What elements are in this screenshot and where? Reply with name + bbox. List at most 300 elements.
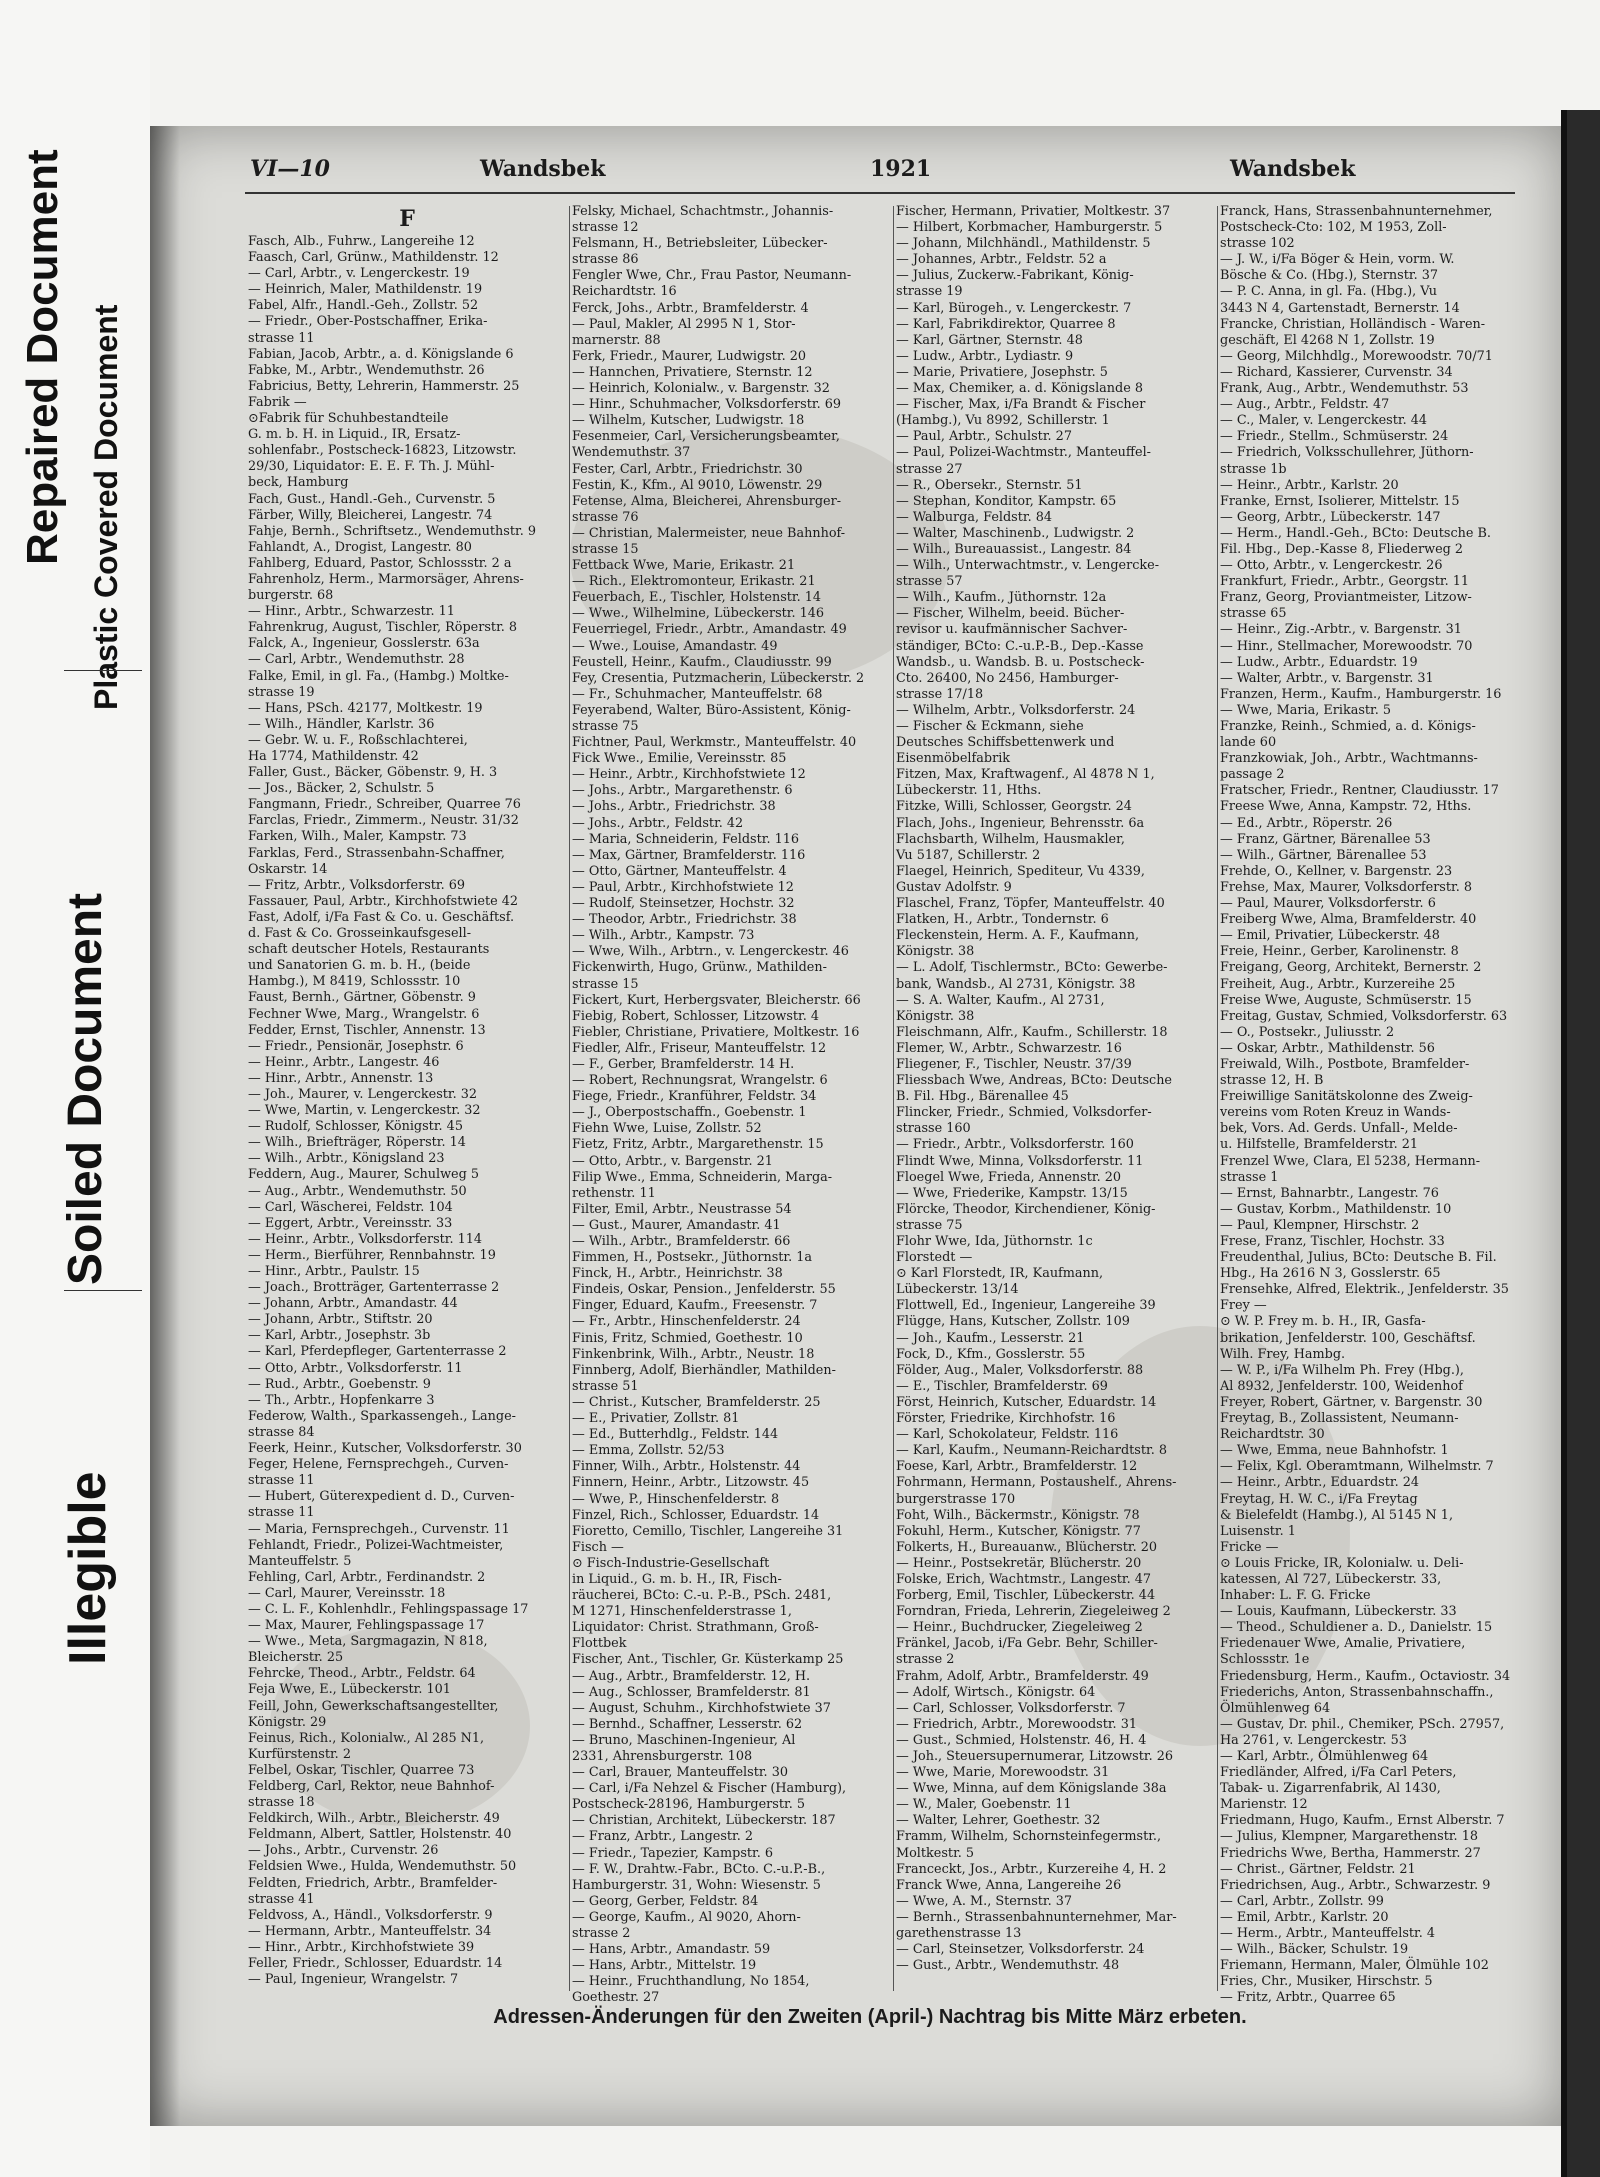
directory-entry-line: — Otto, Arbtr., v. Bargenstr. 21 [572, 1153, 773, 1169]
directory-entry-line: — August, Schuhm., Kirchhofstwiete 37 [572, 1700, 831, 1716]
directory-entry-line: Hamburgerstr. 31, Wohn: Wiesenstr. 5 [572, 1877, 821, 1893]
directory-entry-line: Frehde, O., Kellner, v. Bargenstr. 23 [1220, 863, 1453, 879]
directory-entry-line: — Heinr., Fruchthandlung, No 1854, [572, 1974, 810, 1990]
directory-entry-line: Fricke — [1220, 1539, 1279, 1555]
directory-entry-line: Frank, Aug., Arbtr., Wendemuthstr. 53 [1220, 381, 1469, 397]
directory-entry-line: — Wilh., Händler, Karlstr. 36 [248, 716, 435, 732]
directory-entry-line: strasse 11 [248, 330, 315, 346]
directory-entry-line: — Wwe, A. M., Sternstr. 37 [896, 1893, 1073, 1909]
directory-entry-line: — J., Oberpostschaffn., Goebenstr. 1 [572, 1105, 807, 1121]
directory-entry-line: strasse 1 [1220, 1169, 1279, 1185]
directory-entry-line: — Maria, Schneiderin, Feldstr. 116 [572, 831, 800, 847]
directory-entry-line: — Heinrich, Kolonialw., v. Bargenstr. 32 [572, 381, 830, 397]
directory-entry-line: Fickenwirth, Hugo, Grünw., Mathilden- [572, 960, 827, 976]
directory-entry-line: revisor u. kaufmännischer Sachver- [896, 622, 1128, 638]
directory-entry-line: Fehling, Carl, Arbtr., Ferdinandstr. 2 [248, 1569, 486, 1585]
directory-entry-line: — Walburga, Feldstr. 84 [896, 509, 1053, 525]
directory-entry-line: — Carl, i/Fa Nehzel & Fischer (Hamburg), [572, 1781, 847, 1797]
directory-entry-line: — R., Obersekr., Sternstr. 51 [896, 477, 1083, 493]
directory-entry-line: Cto. 26400, No 2456, Hamburger- [896, 670, 1119, 686]
directory-entry-line: Farclas, Friedr., Zimmerm., Neustr. 31/32 [248, 813, 519, 829]
header-city-right: Wandsbek [1230, 156, 1356, 182]
directory-entry-line: Feill, John, Gewerkschaftsangestellter, [248, 1698, 499, 1714]
directory-entry-line: — Jos., Bäcker, 2, Schulstr. 5 [248, 781, 435, 797]
directory-entry-line: 29/30, Liquidator: E. E. F. Th. J. Mühl- [248, 459, 495, 475]
directory-entry-line: Feldkirch, Wilh., Arbtr., Bleicherstr. 49 [248, 1811, 500, 1827]
directory-entry-line: — Aug., Schlosser, Bramfelderstr. 81 [572, 1684, 811, 1700]
directory-entry-line: Fach, Gust., Handl.-Geh., Curvenstr. 5 [248, 491, 496, 507]
directory-entry-line: — Herm., Arbtr., Manteuffelstr. 4 [1220, 1926, 1436, 1942]
directory-entry-line: Fesenmeier, Carl, Versicherungsbeamter, [572, 429, 840, 445]
directory-entry-line: Friedrichs Wwe, Bertha, Hammerstr. 27 [1220, 1845, 1481, 1861]
directory-entry-line: vereins vom Roten Kreuz in Wands- [1220, 1105, 1451, 1121]
directory-entry-line: — C., Maler, v. Lengerckestr. 44 [1220, 413, 1428, 429]
directory-entry-line: Fedder, Ernst, Tischler, Annenstr. 13 [248, 1022, 486, 1038]
directory-entry-line: — Christ., Kutscher, Bramfelderstr. 25 [572, 1394, 821, 1410]
directory-entry-line: strasse 2 [572, 1926, 631, 1942]
directory-entry-line: Franzke, Reinh., Schmied, a. d. Königs- [1220, 719, 1476, 734]
directory-entry-line: Fischer, Ant., Tischler, Gr. Küsterkamp 25 [572, 1652, 844, 1668]
label-soiled-document: Soiled Document [59, 892, 112, 1285]
directory-entry-line: — Friedr., Ober-Postschaffner, Erika- [248, 314, 488, 330]
directory-entry-line: — George, Kaufm., Al 9020, Ahorn- [572, 1909, 801, 1925]
directory-entry-line: — Wilhelm, Kutscher, Ludwigstr. 18 [572, 413, 805, 429]
directory-entry-line: — Wilh., Bureauassist., Langestr. 84 [896, 541, 1132, 557]
directory-entry-line: Frankfurt, Friedr., Arbtr., Georgstr. 11 [1220, 574, 1470, 590]
directory-entry-line: sohlenfabr., Postscheck-16823, Litzowstr. [248, 443, 517, 459]
directory-entry-line: Fohrmann, Hermann, Postaushelf., Ahrens- [896, 1475, 1177, 1491]
directory-entry-line: Franzen, Herm., Kaufm., Hamburgerstr. 16 [1220, 686, 1502, 702]
directory-entry-line: Frehse, Max, Maurer, Volksdorferstr. 8 [1220, 879, 1473, 895]
directory-entry-line: — Otto, Arbtr., Volksdorferstr. 11 [248, 1360, 463, 1376]
directory-entry-line: Fliessbach Wwe, Andreas, BCto: Deutsche [896, 1073, 1173, 1089]
directory-entry-line: — E., Tischler, Bramfelderstr. 69 [896, 1378, 1108, 1394]
directory-entry-line: — Rich., Elektromonteur, Erikastr. 21 [572, 574, 816, 590]
directory-entry-line: Fickert, Kurt, Herbergsvater, Bleicherstr. 66 [572, 992, 861, 1008]
directory-entry-line: Fahrenholz, Herm., Marmorsäger, Ahrens- [248, 571, 524, 587]
directory-entry-line: — Gebr. W. u. F., Roßschlachterei, [248, 732, 468, 748]
directory-entry-line: — Richard, Kassierer, Curvenstr. 34 [1220, 364, 1453, 380]
directory-entry-line: — Felix, Kgl. Oberamtmann, Wilhelmstr. 7 [1220, 1459, 1494, 1475]
directory-entry-line: — Walter, Arbtr., v. Bargenstr. 31 [1220, 670, 1434, 686]
directory-entry-line: — Friedr., Stellm., Schmüserstr. 24 [1220, 429, 1449, 445]
directory-entry-line: — Joh., Steuersupernumerar, Litzowstr. 26 [896, 1749, 1174, 1764]
footer-notice: Adressen-Änderungen für den Zweiten (April-) Nachtrag bis Mitte März erbeten. [493, 2006, 1247, 2028]
directory-entry-line: Flincker, Friedr., Schmied, Volksdorfer- [896, 1105, 1152, 1121]
directory-entry-line: Filter, Emil, Arbtr., Neustrasse 54 [572, 1201, 792, 1217]
directory-entry-line: Foht, Wilh., Bäckermstr., Königstr. 78 [896, 1507, 1140, 1523]
directory-entry-line: Fahrenkrug, August, Tischler, Röperstr. 8 [248, 620, 518, 636]
directory-entry-line: Reichardtstr. 30 [1220, 1427, 1325, 1443]
directory-entry-line: — Joach., Brotträger, Gartenterrasse 2 [248, 1280, 500, 1296]
directory-entry-line: Königstr. 29 [248, 1714, 327, 1730]
directory-entry-line: — Johannes, Arbtr., Feldstr. 52 a [896, 252, 1107, 268]
directory-entry-line: strasse 57 [896, 574, 963, 590]
directory-entry-line: Franke, Ernst, Isolierer, Mittelstr. 15 [1220, 493, 1460, 509]
directory-entry-line: Freudenthal, Julius, BCto: Deutsche B. Fil. [1220, 1250, 1497, 1266]
directory-entry-line: — Heinr., Arbtr., Langestr. 46 [248, 1054, 440, 1070]
directory-entry-line: — Wwe, Minna, auf dem Königslande 38a [896, 1781, 1167, 1797]
directory-entry-line: bank, Wandsb., Al 2731, Königstr. 38 [896, 976, 1136, 992]
directory-entry-line: — Emil, Arbtr., Karlstr. 20 [1220, 1909, 1389, 1925]
directory-entry-line: Freiwald, Wilh., Postbote, Bramfelder- [1220, 1056, 1470, 1072]
directory-entry-line: Finkenbrink, Wilh., Arbtr., Neustr. 18 [572, 1346, 815, 1362]
directory-entry-line: Francke, Christian, Holländisch - Waren- [1220, 316, 1486, 332]
directory-entry-line: — Ernst, Bahnarbtr., Langestr. 76 [1220, 1185, 1439, 1201]
directory-entry-line: — Ludw., Arbtr., Eduardstr. 19 [1220, 654, 1418, 670]
directory-entry-line: Finck, H., Arbtr., Heinrichstr. 38 [572, 1266, 783, 1282]
directory-entry-line: — Stephan, Konditor, Kampstr. 65 [896, 493, 1117, 509]
directory-entry-line: — Heinr., Arbtr., Eduardstr. 24 [1220, 1475, 1420, 1491]
directory-entry-line: Königstr. 38 [896, 1008, 975, 1024]
directory-entry-line: Frese, Franz, Tischler, Hochstr. 33 [1220, 1234, 1445, 1249]
directory-entry-line: — Paul, Maurer, Volksdorferstr. 6 [1220, 896, 1436, 912]
directory-entry-line: Fitzke, Willi, Schlosser, Georgstr. 24 [896, 799, 1132, 815]
directory-entry-line: — Georg, Gerber, Feldstr. 84 [572, 1893, 759, 1909]
directory-entry-line: ⊙ Fisch-Industrie-Gesellschaft [572, 1555, 770, 1571]
directory-entry-line: Farklas, Ferd., Strassenbahn-Schaffner, [248, 845, 505, 861]
directory-entry-line: — Wilh., Arbtr., Kampstr. 73 [572, 928, 755, 944]
directory-entry-line: Fiege, Friedr., Kranführer, Feldstr. 34 [572, 1089, 817, 1105]
directory-entry-line: Wendemuthstr. 37 [572, 445, 691, 461]
directory-entry-line: ⊙ W. P. Frey m. b. H., IR, Gasfa- [1220, 1314, 1426, 1330]
directory-entry-line: Fehlandt, Friedr., Polizei-Wachtmeister, [248, 1537, 504, 1553]
directory-entry-line: — Karl, Kaufm., Neumann-Reichardtstr. 8 [896, 1443, 1167, 1459]
column-rule [893, 206, 894, 1991]
directory-entry-line: Franzkowiak, Joh., Arbtr., Wachtmanns- [1220, 751, 1478, 767]
directory-entry-line: — Wilh., Briefträger, Röperstr. 14 [248, 1135, 466, 1151]
directory-entry-line: Franz, Georg, Proviantmeister, Litzow- [1220, 590, 1472, 606]
directory-entry-line: — Friedrich, Arbtr., Morewoodstr. 31 [896, 1716, 1137, 1732]
directory-entry-line: Fiehn Wwe, Luise, Zollstr. 52 [572, 1121, 762, 1137]
directory-entry-line: — Karl, Schokolateur, Feldstr. 116 [896, 1427, 1119, 1443]
directory-entry-line: — Wwe, Emma, neue Bahnhofstr. 1 [1220, 1443, 1449, 1459]
directory-entry-line: Feldberg, Carl, Rektor, neue Bahnhof- [248, 1779, 495, 1794]
directory-entry-line: Florstedt — [896, 1250, 973, 1266]
directory-entry-line: — Paul, Arbtr., Kirchhofstwiete 12 [572, 879, 794, 895]
directory-entry-line: Friederichs, Anton, Strassenbahnschaffn., [1220, 1684, 1494, 1700]
directory-entry-line: Postscheck-Cto: 102, M 1953, Zoll- [1220, 220, 1447, 236]
directory-entry-line: Luisenstr. 1 [1220, 1523, 1296, 1539]
directory-entry-line: Floegel Wwe, Frieda, Annenstr. 20 [896, 1169, 1121, 1185]
directory-entry-line: — Carl, Arbtr., v. Lengerckestr. 19 [248, 266, 470, 282]
directory-entry-line: — Karl, Pferdepfleger, Gartenterrasse 2 [248, 1344, 507, 1360]
directory-entry-line: — P. C. Anna, in gl. Fa. (Hbg.), Vu [1220, 284, 1437, 300]
directory-entry-line: — Ed., Arbtr., Röperstr. 26 [1220, 815, 1393, 831]
directory-entry-line: Friedensburg, Herm., Kaufm., Octaviostr. 34 [1220, 1668, 1511, 1684]
directory-entry-line: — Max, Maurer, Fehlingspassage 17 [248, 1618, 485, 1634]
directory-entry-line: strasse 102 [1220, 236, 1295, 252]
header-rule [245, 192, 1515, 194]
directory-entry-line: — Georg, Milchhdlg., Morewoodstr. 70/71 [1220, 348, 1493, 364]
divider [64, 670, 142, 671]
directory-entry-line: Fiebler, Christiane, Privatiere, Moltkestr. 16 [572, 1024, 860, 1040]
binding-edge [1565, 110, 1600, 2177]
directory-column-4 [1220, 204, 1538, 2006]
directory-entry-line: Feldsien Wwe., Hulda, Wendemuthstr. 50 [248, 1859, 517, 1875]
directory-entry-line: Goethestr. 27 [572, 1990, 660, 2006]
directory-entry-line: — Bernhd., Schaffner, Lesserstr. 62 [572, 1716, 803, 1732]
directory-entry-line: — Hans, PSch. 42177, Moltkestr. 19 [248, 700, 483, 716]
directory-entry-line: — Heinr., Arbtr., Volksdorferstr. 114 [248, 1231, 483, 1247]
directory-entry-line: — Hermann, Arbtr., Manteuffelstr. 34 [248, 1923, 492, 1939]
directory-entry-line: — Karl, Gärtner, Sternstr. 48 [896, 332, 1083, 348]
directory-entry-line: — S. A. Walter, Kaufm., Al 2731, [896, 992, 1105, 1008]
directory-entry-line: — Heinr., Postsekretär, Blücherstr. 20 [896, 1555, 1142, 1571]
directory-entry-line: — Carl, Maurer, Vereinsstr. 18 [248, 1585, 446, 1601]
directory-entry-line: Fick Wwe., Emilie, Vereinsstr. 85 [572, 751, 787, 767]
directory-entry-line: — Robert, Rechnungsrat, Wrangelstr. 6 [572, 1073, 828, 1089]
directory-entry-line: — Wilh., Unterwachtmstr., v. Lengercke- [896, 558, 1160, 574]
directory-entry-line: — Hans, Arbtr., Mittelstr. 19 [572, 1958, 757, 1974]
directory-entry-line: — Wwe., Meta, Sargmagazin, N 818, [248, 1634, 488, 1650]
directory-entry-line: Flaschel, Franz, Töpfer, Manteuffelstr. 40 [896, 896, 1165, 912]
label-plastic-covered-document: Plastic Covered Document [88, 304, 124, 710]
directory-entry-line: Fietz, Fritz, Arbtr., Margarethenstr. 15 [572, 1137, 824, 1153]
directory-entry-line: Faasch, Carl, Grünw., Mathildenstr. 12 [248, 250, 499, 266]
directory-entry-line: Felsky, Michael, Schachtmstr., Johannis- [572, 204, 834, 219]
directory-entry-line: — Johs., Arbtr., Curvenstr. 26 [248, 1843, 439, 1859]
directory-entry-line: — Ed., Butterhdlg., Feldstr. 144 [572, 1427, 779, 1443]
directory-entry-line: Freiheit, Aug., Arbtr., Kurzereihe 25 [1220, 976, 1456, 992]
directory-entry-line: — Gustav, Dr. phil., Chemiker, PSch. 27957, [1220, 1716, 1505, 1732]
directory-entry-line: — Georg, Arbtr., Lübeckerstr. 147 [1220, 509, 1441, 525]
directory-entry-line: — Louis, Kaufmann, Lübeckerstr. 33 [1220, 1604, 1457, 1620]
directory-entry-line: Fränkel, Jacob, i/Fa Gebr. Behr, Schiller- [896, 1636, 1158, 1652]
directory-entry-line: & Bielefeldt (Hambg.), Al 5145 N 1, [1220, 1507, 1454, 1523]
directory-entry-line: — Julius, Klempner, Margarethenstr. 18 [1220, 1829, 1478, 1845]
directory-entry-line: Feldvoss, A., Händl., Volksdorferstr. 9 [248, 1907, 493, 1923]
directory-entry-line: — Fischer & Eckmann, siehe [896, 719, 1084, 734]
directory-entry-line: strasse 15 [572, 541, 639, 557]
directory-entry-line: Fitzen, Max, Kraftwagenf., Al 4878 N 1, [896, 767, 1155, 783]
directory-entry-line: — Hinr., Arbtr., Paulstr. 15 [248, 1264, 420, 1279]
directory-entry-line: burgerstr. 68 [248, 588, 334, 604]
directory-entry-line: Flemer, W., Arbtr., Schwarzestr. 16 [896, 1040, 1122, 1056]
directory-entry-line: Feldmann, Albert, Sattler, Holstenstr. 40 [248, 1827, 512, 1843]
directory-entry-line: Wilh. Frey, Hambg. [1220, 1346, 1346, 1362]
directory-entry-line: Ha 2761, v. Lengerckestr. 53 [1220, 1732, 1407, 1748]
directory-entry-line: Fengler Wwe, Chr., Frau Pastor, Neumann- [572, 268, 852, 284]
directory-entry-line: — Johann, Milchhändl., Mathildenstr. 5 [896, 236, 1151, 252]
directory-entry-line: — Paul, Ingenieur, Wrangelstr. 7 [248, 1972, 459, 1988]
directory-entry-line: Fasch, Alb., Fuhrw., Langereihe 12 [248, 234, 475, 249]
directory-entry-line: — Emil, Privatier, Lübeckerstr. 48 [1220, 928, 1440, 944]
directory-entry-line: Flügge, Hans, Kutscher, Zollstr. 109 [896, 1314, 1130, 1330]
directory-entry-line: Gustav Adolfstr. 9 [896, 879, 1012, 895]
directory-entry-line: — Johs., Arbtr., Feldstr. 42 [572, 815, 744, 831]
directory-entry-line: — Christian, Architekt, Lübeckerstr. 187 [572, 1813, 836, 1829]
directory-entry-line: Franceckt, Jos., Arbtr., Kurzereihe 4, H. 2 [896, 1861, 1167, 1877]
directory-entry-line: Fisch — [572, 1539, 624, 1555]
directory-entry-line: — Hinr., Schuhmacher, Volksdorferstr. 69 [572, 397, 841, 413]
directory-entry-line: Forndran, Frieda, Lehrerin, Ziegeleiweg 2 [896, 1604, 1171, 1620]
directory-entry-line: strasse 15 [572, 976, 639, 992]
directory-entry-line: strasse 11 [248, 1473, 315, 1489]
directory-entry-line: Fahlandt, A., Drogist, Langestr. 80 [248, 539, 472, 555]
directory-entry-line: Folske, Erich, Wachtmstr., Langestr. 47 [896, 1571, 1152, 1587]
directory-entry-line: Flaegel, Heinrich, Spediteur, Vu 4339, [896, 863, 1145, 879]
directory-entry-line: — Theodor, Arbtr., Friedrichstr. 38 [572, 912, 797, 928]
directory-entry-line: Fahje, Bernh., Schriftsetz., Wendemuthstr. 9 [248, 523, 536, 539]
directory-entry-line: — Otto, Gärtner, Manteuffelstr. 4 [572, 863, 787, 879]
directory-entry-line: — W., Maler, Goebenstr. 11 [896, 1797, 1072, 1813]
directory-entry-line: und Sanatorien G. m. b. H., (beide [248, 958, 471, 974]
directory-entry-line: Fimmen, H., Postsekr., Jüthornstr. 1a [572, 1250, 813, 1266]
directory-entry-line: strasse 17/18 [896, 686, 984, 702]
directory-entry-line: Farken, Wilh., Maler, Kampstr. 73 [248, 829, 467, 845]
directory-entry-line: — O., Postsekr., Juliusstr. 2 [1220, 1024, 1395, 1040]
directory-entry-line: — Aug., Arbtr., Wendemuthstr. 50 [248, 1183, 467, 1199]
directory-entry-line: Fioretto, Cemillo, Tischler, Langereihe 31 [572, 1523, 844, 1539]
directory-entry-line: — Friedr., Tapezier, Kampstr. 6 [572, 1845, 774, 1861]
directory-entry-line: Fettback Wwe, Marie, Erikastr. 21 [572, 558, 796, 574]
directory-entry-line: Freitag, Gustav, Schmied, Volksdorferstr. 63 [1220, 1008, 1508, 1024]
directory-entry-line: Königstr. 38 [896, 944, 975, 960]
section-letter: F [399, 206, 415, 232]
directory-entry-line: — Eggert, Arbtr., Vereinsstr. 33 [248, 1215, 453, 1231]
directory-entry-line: — Gust., Maurer, Amandastr. 41 [572, 1217, 781, 1233]
directory-entry-line: — Joh., Kaufm., Lesserstr. 21 [896, 1330, 1085, 1346]
directory-entry-line: Franck Wwe, Anna, Langereihe 26 [896, 1877, 1122, 1893]
directory-column-1 [248, 204, 566, 1994]
directory-entry-line: — Wilh., Arbtr., Bramfelderstr. 66 [572, 1234, 791, 1249]
directory-entry-line: — Franz, Arbtr., Langestr. 2 [572, 1829, 754, 1845]
directory-entry-line: rethenstr. 11 [572, 1185, 656, 1201]
directory-entry-line: — Rud., Arbtr., Goebenstr. 9 [248, 1376, 431, 1392]
directory-entry-line: Foese, Karl, Arbtr., Bramfelderstr. 12 [896, 1459, 1138, 1475]
directory-entry-line: Reichardtstr. 16 [572, 284, 677, 300]
directory-entry-line: — Gust., Arbtr., Wendemuthstr. 48 [896, 1958, 1120, 1974]
header-city-left: Wandsbek [480, 156, 606, 182]
directory-entry-line: — Wilh., Arbtr., Königsland 23 [248, 1151, 445, 1167]
directory-entry-line: — Wilh., Gärtner, Bärenallee 53 [1220, 847, 1427, 863]
directory-entry-line: — Johann, Arbtr., Amandastr. 44 [248, 1296, 458, 1312]
directory-entry-line: — Carl, Schlosser, Volksdorferstr. 7 [896, 1700, 1126, 1716]
directory-entry-line: Findeis, Oskar, Pension., Jenfelderstr. 55 [572, 1282, 836, 1298]
directory-entry-line: strasse 19 [896, 284, 963, 300]
directory-entry-line: — Fritz, Arbtr., Quarree 65 [1220, 1990, 1396, 2006]
directory-entry-line: — Maria, Fernsprechgeh., Curvenstr. 11 [248, 1521, 510, 1537]
directory-entry-line: Freiberg Wwe, Alma, Bramfelderstr. 40 [1220, 912, 1477, 928]
directory-entry-line: — Wwe, Martin, v. Lengerckestr. 32 [248, 1103, 481, 1119]
directory-entry-line: — Carl, Wäscherei, Feldstr. 104 [248, 1199, 453, 1215]
directory-entry-line: u. Hilfstelle, Bramfelderstr. 21 [1220, 1137, 1419, 1153]
directory-entry-line: Ölmühlenweg 64 [1220, 1700, 1331, 1716]
directory-entry-line: — Hilbert, Korbmacher, Hamburgerstr. 5 [896, 220, 1163, 236]
directory-entry-line: Freie, Heinr., Gerber, Karolinenstr. 8 [1220, 944, 1459, 960]
directory-entry-line: — Carl, Steinsetzer, Volksdorferstr. 24 [896, 1942, 1145, 1958]
directory-entry-line: strasse 51 [572, 1378, 639, 1394]
directory-entry-line: — Hinr., Arbtr., Annenstr. 13 [248, 1070, 434, 1086]
directory-entry-line: in Liquid., G. m. b. H., IR, Fisch- [572, 1571, 782, 1587]
directory-entry-line: — Walter, Maschinenb., Ludwigstr. 2 [896, 525, 1135, 541]
directory-entry-line: Freyer, Robert, Gärtner, v. Bargenstr. 30 [1220, 1394, 1483, 1410]
directory-entry-line: strasse 84 [248, 1424, 315, 1440]
directory-entry-line: Freise Wwe, Auguste, Schmüserstr. 15 [1220, 992, 1472, 1008]
directory-entry-line: — Aug., Arbtr., Bramfelderstr. 12, H. [572, 1668, 811, 1684]
directory-entry-line: Feustell, Heinr., Kaufm., Claudiusstr. 99 [572, 654, 832, 670]
directory-entry-line: — Wwe., Wilhelmine, Lübeckerstr. 146 [572, 606, 825, 622]
directory-entry-line: d. Fast & Co. Grosseinkaufsgesell- [248, 926, 472, 942]
directory-entry-line: burgerstrasse 170 [896, 1491, 1016, 1507]
directory-entry-line: — F. W., Drahtw.-Fabr., BCto. C.-u.P.-B., [572, 1861, 826, 1877]
directory-entry-line: Feldten, Friedrich, Arbtr., Bramfelder- [248, 1875, 498, 1891]
directory-entry-line: Fassauer, Paul, Arbtr., Kirchhofstwiete 42 [248, 893, 519, 909]
directory-entry-line: — Rudolf, Schlosser, Königstr. 45 [248, 1119, 463, 1135]
directory-entry-line: ⊙Fabrik für Schuhbestandteile [248, 411, 449, 427]
directory-entry-line: garethenstrasse 13 [896, 1926, 1022, 1942]
directory-entry-line: Friedländer, Alfred, i/Fa Carl Peters, [1220, 1765, 1457, 1781]
directory-entry-line: Liquidator: Christ. Strathmann, Groß- [572, 1620, 819, 1636]
directory-entry-line: — Carl, Arbtr., Zollstr. 99 [1220, 1893, 1384, 1909]
directory-entry-line: Freytag, H. W. C., i/Fa Freytag [1220, 1491, 1418, 1507]
directory-entry-line: Färber, Willy, Bleicherei, Langestr. 74 [248, 507, 493, 523]
directory-entry-line: Schlossstr. 1e [1220, 1652, 1310, 1668]
directory-entry-line: Fleischmann, Alfr., Kaufm., Schillerstr. 18 [896, 1024, 1168, 1040]
directory-entry-line: Manteuffelstr. 5 [248, 1553, 352, 1569]
directory-entry-line: — Heinr., Arbtr., Kirchhofstwiete 12 [572, 767, 806, 783]
directory-entry-line: — Christian, Malermeister, neue Bahnhof- [572, 525, 846, 541]
divider [64, 1290, 142, 1291]
directory-entry-line: — Heinrich, Maler, Mathildenstr. 19 [248, 282, 483, 298]
directory-entry-line: — Heinr., Arbtr., Karlstr. 20 [1220, 477, 1399, 493]
directory-entry-line: strasse 12, H. B [1220, 1073, 1324, 1089]
directory-entry-line: Feddern, Aug., Maurer, Schulweg 5 [248, 1167, 480, 1183]
directory-entry-line: — Paul, Polizei-Wachtmstr., Manteuffel- [896, 445, 1152, 461]
directory-column-3 [896, 204, 1214, 1994]
directory-entry-line: — Fischer, Wilhelm, beeid. Bücher- [896, 606, 1125, 622]
directory-entry-line: Freese Wwe, Anna, Kampstr. 72, Hths. [1220, 799, 1472, 815]
directory-entry-line: — Joh., Maurer, v. Lengerckestr. 32 [248, 1086, 478, 1102]
directory-entry-line: Felbel, Oskar, Tischler, Quarree 73 [248, 1762, 475, 1778]
directory-entry-line: — Carl, Arbtr., Wendemuthstr. 28 [248, 652, 465, 668]
directory-entry-line: Fries, Chr., Musiker, Hirschstr. 5 [1220, 1974, 1433, 1990]
directory-entry-line: geschäft, El 4268 N 1, Zollstr. 19 [1220, 332, 1435, 348]
directory-entry-line: — Wilhelm, Arbtr., Volksdorferstr. 24 [896, 702, 1136, 718]
page-number: VI—10 [250, 156, 330, 182]
directory-entry-line: Inhaber: L. F. G. Fricke [1220, 1588, 1371, 1604]
directory-entry-line: — Max, Gärtner, Bramfelderstr. 116 [572, 847, 806, 863]
directory-entry-line: Förster, Friedrike, Kirchhofstr. 16 [896, 1411, 1116, 1427]
directory-entry-line: Fetense, Alma, Bleicherei, Ahrensburger- [572, 493, 842, 509]
directory-entry-line: Faller, Gust., Bäcker, Göbenstr. 9, H. 3 [248, 765, 498, 781]
directory-entry-line: Feja Wwe, E., Lübeckerstr. 101 [248, 1682, 451, 1698]
directory-entry-line: Vu 5187, Schillerstr. 2 [896, 847, 1041, 863]
directory-entry-line: ⊙ Louis Fricke, IR, Kolonialw. u. Deli- [1220, 1555, 1464, 1571]
directory-entry-line: bek, Vors. Ad. Gerds. Unfall-, Melde- [1220, 1121, 1458, 1137]
directory-entry-line: Flohr Wwe, Ida, Jüthornstr. 1c [896, 1234, 1093, 1249]
directory-entry-line: ⊙ Karl Florstedt, IR, Kaufmann, [896, 1266, 1104, 1282]
directory-entry-line: Fratscher, Friedr., Rentner, Claudiusstr. 17 [1220, 783, 1499, 799]
directory-entry-line: Fechner Wwe, Marg., Wrangelstr. 6 [248, 1006, 480, 1022]
directory-entry-line: Hbg., Ha 2616 N 3, Gosslerstr. 65 [1220, 1266, 1441, 1282]
directory-entry-line: strasse 12 [572, 220, 639, 236]
directory-entry-line: — Hans, Arbtr., Amandastr. 59 [572, 1942, 771, 1958]
directory-entry-line: — Wwe, Wilh., Arbtrn., v. Lengerckestr. 46 [572, 944, 849, 960]
directory-entry-line: Fock, D., Kfm., Gosslerstr. 55 [896, 1346, 1086, 1362]
directory-entry-line: — Hinr., Stellmacher, Morewoodstr. 70 [1220, 638, 1473, 654]
directory-entry-line: Fiedler, Alfr., Friseur, Manteuffelstr. 12 [572, 1040, 827, 1056]
directory-entry-line: Tabak- u. Zigarrenfabrik, Al 1430, [1220, 1781, 1441, 1797]
directory-entry-line: — Bernh., Strassenbahnunternehmer, Mar- [896, 1909, 1177, 1925]
directory-entry-line: strasse 1b [1220, 461, 1287, 477]
directory-entry-line: — Fritz, Arbtr., Volksdorferstr. 69 [248, 877, 466, 893]
directory-entry-line: strasse 11 [248, 1505, 315, 1521]
directory-entry-line: — Fischer, Max, i/Fa Brandt & Fischer [896, 397, 1146, 413]
directory-entry-line: Frey — [1220, 1298, 1267, 1314]
directory-entry-line: — Emma, Zollstr. 52/53 [572, 1443, 725, 1459]
